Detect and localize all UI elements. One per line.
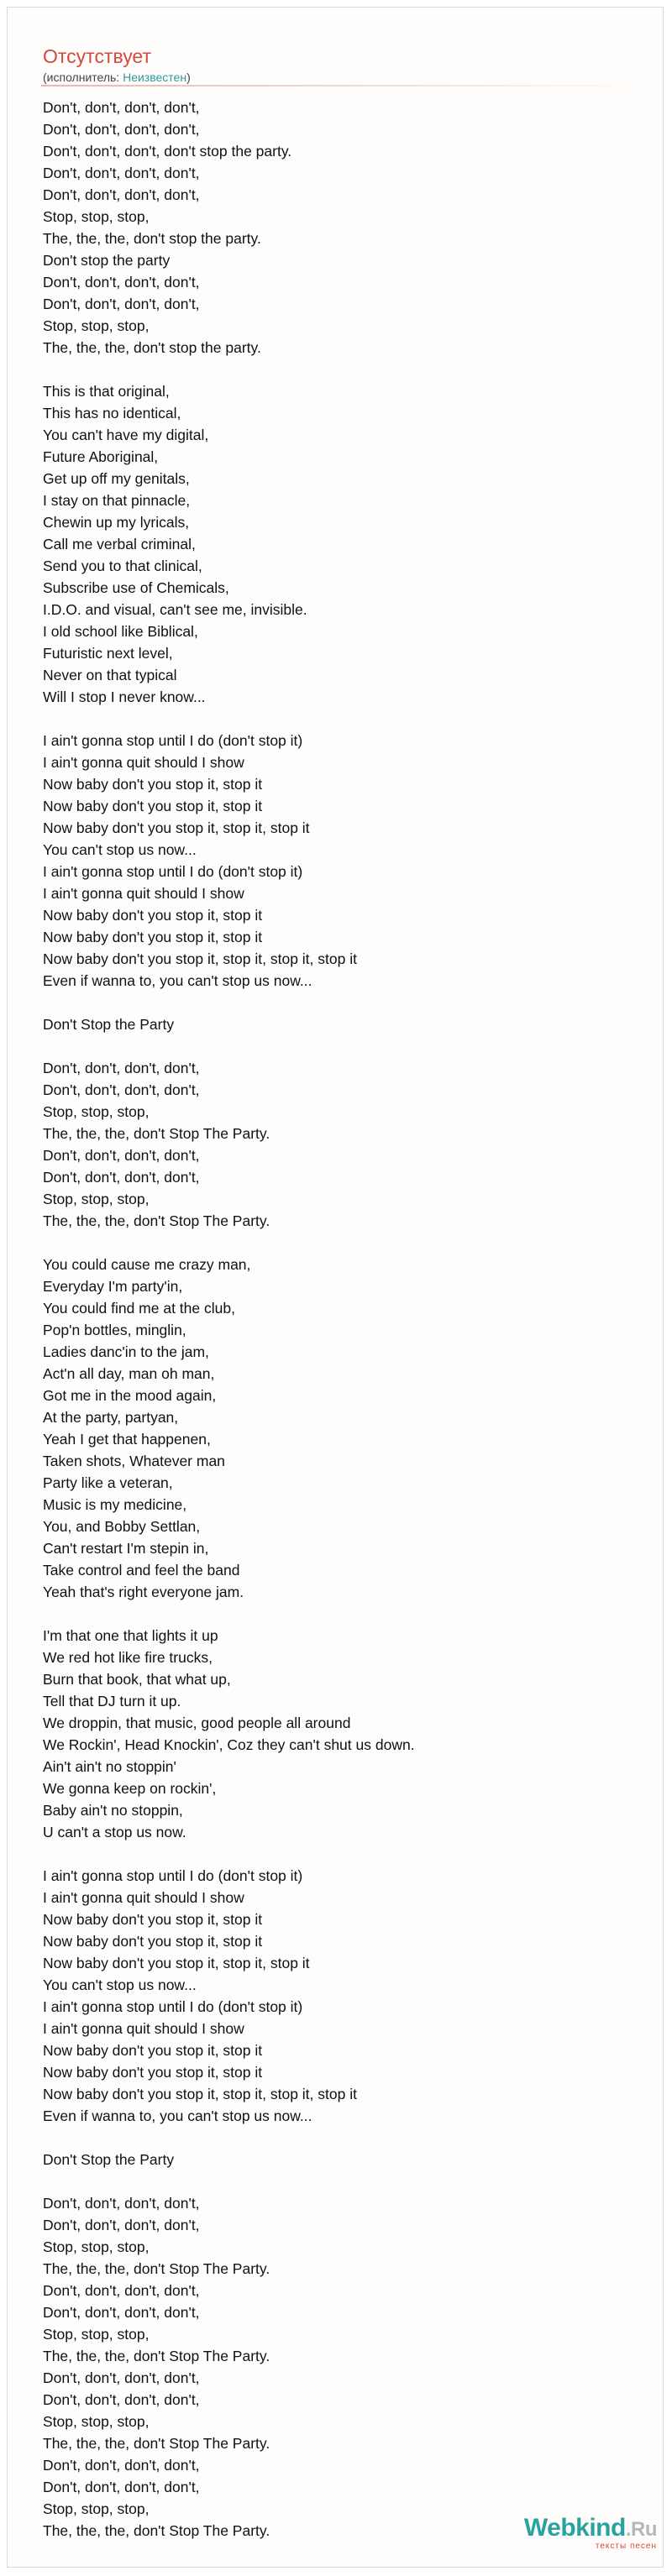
artist-prefix: (исполнитель:: [43, 71, 123, 84]
lyrics-card: [7, 7, 664, 2568]
song-title: Отсутствует: [43, 45, 151, 67]
watermark-logo: [524, 2515, 657, 2543]
watermark-kind: kind: [575, 2514, 626, 2542]
artist-line: [43, 70, 191, 85]
header-divider: [41, 85, 646, 86]
watermark-tagline: тексты песен: [595, 2542, 657, 2551]
watermark-web: Web: [523, 2514, 576, 2542]
artist-link[interactable]: Неизвестен: [123, 71, 187, 84]
artist-suffix: ): [186, 71, 191, 84]
lyrics-text: Don't, don't, don't, don't, Don't, don't, don't, don't, Don't, don't, don't, don't stop the party. Don't, don't, don't, don't, Don't, don't, don't, don't, Stop, stop, stop, The, the, the, don't stop the party. Don't stop the party Don't, don't, don't, don't, Don't, don't, don't, don't, Stop, stop, stop, The, the, the, don't stop the party. This is that original, This has no identical, You can't have my digital, Future Aboriginal, Get up off my genitals, I stay on that pinnacle, Chewin up my lyricals, Call me verbal criminal, Send you to that clinical, Subscribe use of Chemicals, I.D.O. and visual, can't see me, invisible. I old school like Biblical, Futuristic next level, Never on that typical Will I stop I never know... I ain't gonna stop until I do (don't stop it) I ain't gonna quit should I show Now baby don't you stop it, stop it Now baby don't you stop it, stop it Now baby don't you stop it, stop it, stop it You can't stop us now... I ain't gonna stop until I do (don't stop it) I ain't gonna quit should I show Now baby don't you stop it, stop it Now baby don't you stop it, stop it Now baby don't you stop it, stop it, stop it, stop it Even if wanna to, you can't stop us now... Don't Stop the Party Don't, don't, don't, don't, Don't, don't, don't, don't, Stop, stop, stop, The, the, the, don't Stop The Party. Don't, don't, don't, don't, Don't, don't, don't, don't, Stop, stop, stop, The, the, the, don't Stop The Party. You could cause me crazy man, Everyday I'm party'in, You could find me at the club, Pop'n bottles, minglin, Ladies danc'in to the jam, Act'n all day, man oh man, Got me in the mood again, At the party, partyan, Yeah I get that happenen, Taken shots, Whatever man Party like a veteran, Music is my medicine, You, and Bobby Settlan, Can't restart I'm stepin in, Take control and feel the band Yeah that's right everyone jam. I'm that one that lights it up We red hot like fire trucks, Burn that book, that what up, Tell that DJ turn it up. We droppin, that music, good people all around We Rockin', Head Knockin', Coz they can't shut us down. Ain't ain't no stoppin' We gonna keep on rockin', Baby ain't no stoppin, U can't a stop us now. I ain't gonna stop until I do (don't stop it) I ain't gonna quit should I show Now baby don't you stop it, stop it Now baby don't you stop it, stop it Now baby don't you stop it, stop it, stop it You can't stop us now... I ain't gonna stop until I do (don't stop it) I ain't gonna quit should I show Now baby don't you stop it, stop it Now baby don't you stop it, stop it Now baby don't you stop it, stop it, stop it, stop it Even if wanna to, you can't stop us now... Don't Stop the Party Don't, don't, don't, don't, Don't, don't, don't, don't, Stop, stop, stop, The, the, the, don't Stop The Party. Don't, don't, don't, don't, Don't, don't, don't, don't, Stop, stop, stop, The, the, the, don't Stop The Party. Don't, don't, don't, don't, Don't, don't, don't, don't, Stop, stop, stop, The, the, the, don't Stop The Party. Don't, don't, don't, don't, Don't, don't, don't, don't, Stop, stop, stop, The, the, the, don't Stop The Party.: [43, 99, 415, 2539]
song-header: [43, 45, 191, 85]
watermark-tld: .Ru: [625, 2518, 657, 2541]
site-watermark[interactable]: [524, 2515, 657, 2551]
